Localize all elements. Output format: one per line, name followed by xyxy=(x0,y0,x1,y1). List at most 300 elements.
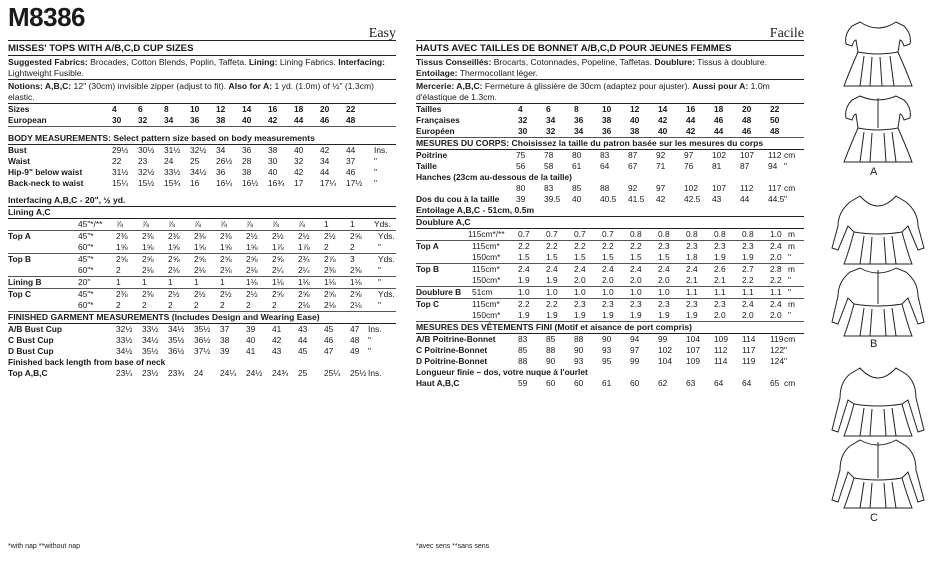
cell-value: 2⅜ xyxy=(116,289,128,300)
cell-value: 1.9 xyxy=(742,252,754,263)
cell-value: 80 xyxy=(516,183,526,194)
cell-value: 2½ xyxy=(194,289,206,300)
cell-value: 30½ xyxy=(138,145,155,156)
row-label: Top A xyxy=(8,231,31,242)
body-row xyxy=(8,178,396,189)
cell-value: 1.0 xyxy=(630,287,642,298)
cell-value: 6 xyxy=(138,104,143,115)
row-label: Finished back length from base of neck xyxy=(8,357,166,368)
cell-value: 1⅝ xyxy=(194,242,206,253)
also-text-fr: 1.0m d'élastique de 1.3cm. xyxy=(416,81,770,102)
unit: " xyxy=(378,265,381,276)
cell-value: 2.3 xyxy=(658,299,670,310)
unit: cm xyxy=(784,378,796,389)
cell-value: ⅞ xyxy=(116,219,123,230)
cell-value: 10 xyxy=(602,104,612,115)
cell-value: 2.4 xyxy=(770,299,782,310)
finished-table-fr xyxy=(416,334,804,389)
cell-value: 48 xyxy=(770,126,780,137)
cell-value: 42 xyxy=(272,335,282,346)
cell-value: 97 xyxy=(656,183,666,194)
view-a-label: A xyxy=(870,166,878,178)
unit: m xyxy=(788,229,795,240)
difficulty-label: Easy xyxy=(368,26,396,41)
cell-value: 28 xyxy=(242,156,252,167)
row-label: Top C xyxy=(8,289,32,300)
cell-value: 23¼ xyxy=(116,368,133,379)
unit: Yds. xyxy=(374,219,391,230)
cell-value: 90 xyxy=(602,334,612,345)
body-row-fr xyxy=(416,161,804,172)
body-measurements-table xyxy=(8,145,396,189)
cell-value: 2.3 xyxy=(714,299,726,310)
fabric-width: 60"* xyxy=(78,242,94,253)
cell-value: ⅞ xyxy=(142,219,149,230)
fabric-width: 115cm* xyxy=(472,241,500,252)
cell-value: 2.4 xyxy=(602,264,614,275)
cell-value: 2.1 xyxy=(686,275,698,286)
cell-value: 1.0 xyxy=(574,287,586,298)
cell-value: 2⅛ xyxy=(168,265,180,276)
cell-value: 40.5 xyxy=(600,194,617,205)
row-label: Poitrine xyxy=(416,150,448,161)
unit: " xyxy=(788,310,791,321)
cell-value: 34½ xyxy=(190,167,207,178)
cell-value: 0.7 xyxy=(574,229,586,240)
cell-value: 2.4 xyxy=(658,264,670,275)
view-row-fr xyxy=(416,299,804,310)
hanches-label xyxy=(416,172,804,183)
cell-value: 104 xyxy=(658,356,672,367)
yardage-table-fr xyxy=(416,229,804,322)
back-length-row-fr xyxy=(416,378,804,389)
hanches-row xyxy=(416,183,804,194)
cell-value: 18 xyxy=(294,104,304,115)
cell-value: 2.2 xyxy=(546,241,558,252)
cell-value: 1 xyxy=(220,277,225,288)
cell-value: 36½ xyxy=(168,346,185,357)
europeen-row xyxy=(416,126,804,138)
cell-value: 2⅝ xyxy=(350,231,362,242)
cell-value: 2⅝ xyxy=(220,254,232,265)
cell-value: 60 xyxy=(574,378,584,389)
unit: cm xyxy=(784,334,796,345)
garment-sketches xyxy=(820,0,936,578)
cell-value: 1⅝ xyxy=(168,242,180,253)
unit: m xyxy=(788,241,795,252)
cell-value: 40 xyxy=(572,194,582,205)
cell-value: 33½ xyxy=(116,335,133,346)
cell-value: 46 xyxy=(714,115,724,126)
cell-value: 35½ xyxy=(194,324,211,335)
unit: Ins. xyxy=(374,145,388,156)
cell-value: 50 xyxy=(770,115,780,126)
cell-value: 2⅝ xyxy=(324,289,336,300)
cell-value: 20 xyxy=(742,104,752,115)
cell-value: 2.0 xyxy=(630,275,642,286)
cell-value: 117 xyxy=(742,345,756,356)
fabric-width: 60"* xyxy=(78,265,94,276)
cell-value: 1.8 xyxy=(686,252,698,263)
cell-value: 1 xyxy=(142,277,147,288)
cell-value: 37 xyxy=(220,324,230,335)
cell-value: 83 xyxy=(544,183,554,194)
cell-value: 43 xyxy=(272,346,282,357)
cell-value: 88 xyxy=(518,356,528,367)
cell-value: 2 xyxy=(142,300,147,311)
fabrics-label-fr: Tissus Conseillés: xyxy=(416,57,492,67)
cell-value: 41 xyxy=(272,324,282,335)
cell-value: 46 xyxy=(742,126,752,137)
cell-value: 32 xyxy=(518,115,528,126)
cell-value: 0.8 xyxy=(686,229,698,240)
cell-value: 47 xyxy=(350,324,360,335)
fabric-width: 150cm* xyxy=(472,310,501,321)
cell-value: 102 xyxy=(684,183,698,194)
cell-value: 2 xyxy=(116,300,121,311)
cell-value: 40 xyxy=(630,115,640,126)
interfacing-label: Interfacing: xyxy=(338,57,386,67)
cell-value: 16¼ xyxy=(216,178,233,189)
cell-value: 2 xyxy=(220,300,225,311)
pattern-number: M8386 xyxy=(8,2,85,32)
cell-value: 38 xyxy=(220,335,230,346)
cell-value: 42 xyxy=(294,167,304,178)
cell-value: 90 xyxy=(574,345,584,356)
fabric-width: 20" xyxy=(78,277,91,288)
cell-value: 34 xyxy=(320,156,330,167)
view-row xyxy=(8,289,396,300)
cell-value: 2.3 xyxy=(714,241,726,252)
cell-value: 6 xyxy=(546,104,551,115)
fabric-width: 150cm* xyxy=(472,252,501,263)
cell-value: 1⅛ xyxy=(272,277,284,288)
cell-value: 2½ xyxy=(220,289,232,300)
cell-value: 33½ xyxy=(142,324,159,335)
cell-value: 2.3 xyxy=(602,299,614,310)
unit: cm xyxy=(784,183,796,194)
cell-value: 64 xyxy=(600,161,610,172)
cell-value: 47 xyxy=(324,346,334,357)
cell-value: 2.0 xyxy=(602,275,614,286)
cell-value: 99 xyxy=(630,356,640,367)
row-label: Waist xyxy=(8,156,31,167)
cell-value: 36 xyxy=(242,145,252,156)
cell-value: 87 xyxy=(628,150,638,161)
cell-value: 1.0 xyxy=(546,287,558,298)
cell-value: 24 xyxy=(164,156,174,167)
view-row xyxy=(8,231,396,242)
cell-value: 1⅛ xyxy=(246,277,258,288)
also-label: Also for A: xyxy=(228,81,273,92)
cell-value: 34½ xyxy=(168,324,185,335)
cell-value: 2⅝ xyxy=(168,254,180,265)
body-measurements-title: BODY MEASUREMENTS: Select pattern size based on body measurements xyxy=(8,133,396,145)
cell-value: 2 xyxy=(194,300,199,311)
cell-value: 30 xyxy=(268,156,278,167)
cell-value: ⅞ xyxy=(298,219,305,230)
cell-value: 1.0 xyxy=(658,287,670,298)
row-label: D Bust Cup xyxy=(8,346,54,357)
body-measurements-table-fr xyxy=(416,150,804,205)
tailles-row xyxy=(416,104,804,115)
row-label: Sizes xyxy=(8,104,30,115)
row-label: D Poitrine-Bonnet xyxy=(416,356,488,367)
doublure-values-row xyxy=(416,229,804,241)
fabrics-label: Suggested Fabrics: xyxy=(8,57,88,67)
row-label: Tailles xyxy=(416,104,442,115)
lining-text-fr: Tissus à doublure. xyxy=(694,57,768,67)
cell-value: 114 xyxy=(714,356,728,367)
cell-value: 88 xyxy=(600,183,610,194)
view-row-150 xyxy=(416,275,804,287)
cell-value: 83 xyxy=(518,334,528,345)
also-label-fr: Aussi pour A: xyxy=(692,81,749,92)
cell-value: 1.5 xyxy=(602,252,614,263)
cell-value: 2.3 xyxy=(742,241,754,252)
cell-value: 104 xyxy=(686,334,700,345)
cell-value: 107 xyxy=(740,150,754,161)
cell-value: 2⅝ xyxy=(272,254,284,265)
cell-value: 2.8 xyxy=(770,264,782,275)
cell-value: 2.4 xyxy=(546,264,558,275)
cell-value: 62 xyxy=(658,378,668,389)
cell-value: 1⅝ xyxy=(142,242,154,253)
cell-value: 42 xyxy=(686,126,696,137)
cell-value: 1⅛ xyxy=(350,277,362,288)
view-b-back-sketch xyxy=(832,268,924,336)
cell-value: 1.9 xyxy=(686,310,698,321)
unit: " xyxy=(784,194,787,205)
cell-value: 2½ xyxy=(246,289,258,300)
cell-value: 2.0 xyxy=(574,275,586,286)
view-row-150 xyxy=(416,252,804,264)
fabric-width: 45"* xyxy=(78,289,94,300)
body-row xyxy=(8,156,396,167)
cell-value: 2.2 xyxy=(602,241,614,252)
cell-value: 1⅞ xyxy=(272,242,284,253)
unit: " xyxy=(374,178,377,189)
cell-value: 8 xyxy=(574,104,579,115)
footnote-en: *with nap **without nap xyxy=(8,543,80,550)
interfacing-label-fr: Entoilage: xyxy=(416,67,458,78)
cell-value: 41 xyxy=(246,346,256,357)
cell-value: 102 xyxy=(658,345,672,356)
cell-value: 1.9 xyxy=(602,310,614,321)
cell-value: 48 xyxy=(346,115,356,126)
cell-value: 109 xyxy=(686,356,700,367)
cell-value: 93 xyxy=(602,345,612,356)
cell-value: 2.4 xyxy=(574,264,586,275)
unit: " xyxy=(374,156,377,167)
cell-value: 2.0 xyxy=(742,310,754,321)
row-label: A/B Bust Cup xyxy=(8,324,62,335)
unit: Yds. xyxy=(378,254,395,265)
cell-value: 36½ xyxy=(194,335,211,346)
cell-value: 2½ xyxy=(272,231,284,242)
cell-value: 109 xyxy=(714,334,728,345)
cell-value: 42 xyxy=(268,115,278,126)
view-row-60 xyxy=(8,300,396,312)
cell-value: 1.9 xyxy=(518,275,530,286)
view-row-60 xyxy=(8,265,396,277)
cell-value: 37½ xyxy=(194,346,211,357)
cell-value: 2¼ xyxy=(272,265,284,276)
cell-value: 59 xyxy=(518,378,528,389)
cell-value: 2⅝ xyxy=(142,254,154,265)
cell-value: 40 xyxy=(658,126,668,137)
cell-value: 1 xyxy=(168,277,173,288)
entoilage-row: Entoilage A,B,C - 51cm, 0.5m xyxy=(416,205,804,217)
cell-value: 24½ xyxy=(246,368,263,379)
cell-value: 63 xyxy=(686,378,696,389)
unit: cm xyxy=(784,150,796,161)
cell-value: 44 xyxy=(298,335,308,346)
cell-value: 40 xyxy=(246,335,256,346)
cell-value: 61 xyxy=(602,378,612,389)
cell-value: 2¾ xyxy=(298,254,310,265)
cell-value: 4 xyxy=(518,104,523,115)
cell-value: 32 xyxy=(294,156,304,167)
cell-value: 34½ xyxy=(116,346,133,357)
interfacing-row xyxy=(8,195,396,207)
cell-value: 60 xyxy=(630,378,640,389)
fabric-width: 45"* xyxy=(78,231,94,242)
cell-value: 2 xyxy=(168,300,173,311)
fabric-width: 45"* xyxy=(78,254,94,265)
cell-value: ⅞ xyxy=(194,219,201,230)
unit: " xyxy=(788,275,791,286)
unit: " xyxy=(784,345,787,356)
cell-value: 2½ xyxy=(324,231,336,242)
cell-value: 107 xyxy=(686,345,700,356)
cell-value: 0.7 xyxy=(602,229,614,240)
cell-value: 16¾ xyxy=(268,178,285,189)
cell-value: 29½ xyxy=(112,145,129,156)
fabric-width: 115cm* xyxy=(472,299,500,310)
cell-value: 23½ xyxy=(142,368,159,379)
cell-value: 1.5 xyxy=(518,252,530,263)
cell-value: 119 xyxy=(742,356,756,367)
cell-value: 58 xyxy=(544,161,554,172)
interfacing-text-fr: Thermocollant léger. xyxy=(457,67,538,78)
suggested-fabrics xyxy=(8,56,396,80)
cell-value: 64 xyxy=(742,378,752,389)
cell-value: 2⅛ xyxy=(142,265,154,276)
cell-value: 2⅛ xyxy=(324,300,336,311)
cell-value: 2.0 xyxy=(770,310,782,321)
cell-value: 44 xyxy=(346,145,356,156)
cell-value: 2.0 xyxy=(658,275,670,286)
cell-value: 1⅝ xyxy=(220,242,232,253)
cell-value: 1.9 xyxy=(630,310,642,321)
fabric-width: 51cm xyxy=(472,287,493,298)
cell-value: 94 xyxy=(768,161,778,172)
cell-value: 1.9 xyxy=(546,310,558,321)
cell-value: 1 xyxy=(324,219,329,230)
finished-title: FINISHED GARMENT MEASUREMENTS (Includes Design and Wearing Ease) xyxy=(8,312,396,324)
cell-value: 1.9 xyxy=(574,310,586,321)
cell-value: 40 xyxy=(242,115,252,126)
cell-value: 39 xyxy=(516,194,526,205)
cell-value: 38 xyxy=(602,115,612,126)
row-label: Top B xyxy=(8,254,32,265)
row-label: C Poitrine-Bonnet xyxy=(416,345,488,356)
view-row xyxy=(8,277,396,289)
cell-value: 1 xyxy=(194,277,199,288)
cell-value: 1.5 xyxy=(658,252,670,263)
cell-value: 1.9 xyxy=(518,310,530,321)
back-length-label-fr xyxy=(416,367,804,378)
cell-value: 1.9 xyxy=(658,310,670,321)
cell-value: 30 xyxy=(518,126,528,137)
cell-value: 0.8 xyxy=(714,229,726,240)
cell-value: 34 xyxy=(546,115,556,126)
cell-value: 44 xyxy=(686,115,696,126)
cell-value: 1.1 xyxy=(770,287,782,298)
cell-value: 16 xyxy=(190,178,200,189)
fabric-width: 60"* xyxy=(78,300,94,311)
cell-value: 2 xyxy=(116,265,121,276)
cell-value: 33½ xyxy=(164,167,181,178)
francaises-row xyxy=(416,115,804,126)
european-row xyxy=(8,115,396,127)
cell-value: 122 xyxy=(770,345,784,356)
notions-label-fr: Mercerie: A,B,C: xyxy=(416,81,483,92)
row-label: Top A,B,C xyxy=(8,368,48,379)
english-title: MISSES' TOPS WITH A/B,C,D CUP SIZES xyxy=(8,41,396,56)
cell-value: 35½ xyxy=(142,346,159,357)
cell-value: 81 xyxy=(712,161,722,172)
view-row xyxy=(8,254,396,265)
cell-value: 2⅝ xyxy=(246,254,258,265)
cell-value: 1.0 xyxy=(602,287,614,298)
cell-value: 2⅜ xyxy=(324,265,336,276)
cell-value: 1.5 xyxy=(546,252,558,263)
unit: " xyxy=(784,161,787,172)
cell-value: 94 xyxy=(630,334,640,345)
cell-value: 42.5 xyxy=(684,194,701,205)
cell-value: 1.5 xyxy=(630,252,642,263)
dos-row xyxy=(416,194,804,205)
finished-row-fr xyxy=(416,345,804,356)
body-row-fr xyxy=(416,150,804,161)
unit: " xyxy=(378,300,381,311)
cell-value: 1.0 xyxy=(770,229,782,240)
lining-label: Lining: xyxy=(248,57,278,67)
cell-value: 44.5 xyxy=(768,194,785,205)
cell-value: 42 xyxy=(658,115,668,126)
cell-value: 49 xyxy=(350,346,360,357)
sizes-row xyxy=(8,104,396,115)
cell-value: 1⅛ xyxy=(324,277,336,288)
cell-value: 36 xyxy=(216,167,226,178)
cell-value: 97 xyxy=(684,150,694,161)
cell-value: 2.4 xyxy=(518,264,530,275)
cell-value: 61 xyxy=(572,161,582,172)
cell-value: 119 xyxy=(770,334,784,345)
cell-value: 88 xyxy=(546,345,556,356)
cell-value: 2.4 xyxy=(630,264,642,275)
cell-value: 99 xyxy=(658,334,668,345)
row-label: Top C xyxy=(416,299,440,310)
cell-value: 25 xyxy=(298,368,308,379)
cell-value: 85 xyxy=(572,183,582,194)
cell-value: 2⅜ xyxy=(350,265,362,276)
cell-value: 39.5 xyxy=(544,194,561,205)
view-row-fr xyxy=(416,287,804,299)
cell-value: 1⅛ xyxy=(298,277,310,288)
